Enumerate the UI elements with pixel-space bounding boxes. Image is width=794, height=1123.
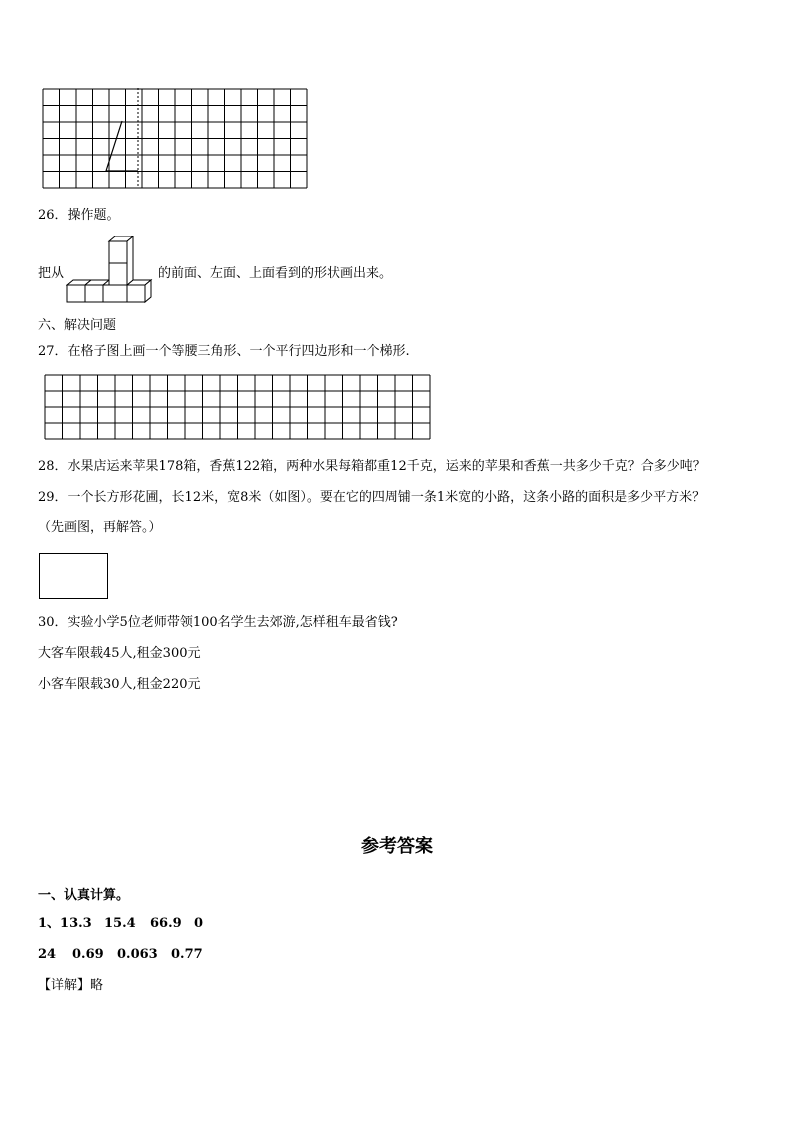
drawing-grid [44, 374, 436, 442]
question-30-text: 30．实验小学5位老师带领100名学生去郊游,怎样租车最省钱? [38, 615, 398, 630]
answers-heading: 参考答案 [361, 836, 433, 857]
half-triangle [106, 121, 138, 171]
answer-value: 24 [38, 947, 57, 962]
cube-stack-figure [66, 236, 158, 306]
answer-value: 0.063 [117, 947, 158, 962]
symmetry-grid [42, 88, 312, 190]
answer-value: 0.77 [171, 947, 203, 962]
answer-value: 0.69 [72, 947, 104, 962]
question-27-text: 27．在格子图上画一个等腰三角形、一个平行四边形和一个梯形. [38, 344, 410, 359]
answer-row-1-label: 1、 [38, 916, 61, 931]
answer-row-1 [38, 916, 92, 932]
garden-rectangle [39, 553, 108, 599]
large-bus-info: 大客车限载45人,租金300元 [38, 646, 201, 661]
answer-value: 0 [194, 916, 204, 931]
answer-value: 66.9 [150, 916, 182, 931]
question-29-note: （先画图，再解答。） [38, 520, 162, 535]
question-28-text: 28．水果店运来苹果178箱，香蕉122箱，两种水果每箱都重12千克，运来的苹果和香蕉一共多少千克？合多少吨？ [38, 459, 706, 474]
small-bus-info: 小客车限载30人,租金220元 [38, 677, 201, 692]
question-26-suffix: 的前面、左面、上面看到的形状画出来。 [158, 266, 393, 281]
question-29-text: 29．一个长方形花圃，长12米，宽8米（如图）。要在它的四周铺一条1米宽的小路，这条小路的面积是多少平方米？ [38, 490, 706, 505]
answer-value: 13.3 [60, 916, 92, 931]
question-26-prefix: 把从 [38, 266, 65, 281]
answer-detail: 【详解】略 [38, 978, 104, 993]
answer-value: 15.4 [104, 916, 136, 931]
answers-section-1: 一、认真计算。 [38, 888, 130, 903]
section-6-title: 六、解决问题 [38, 318, 117, 333]
question-26-title: 26．操作题。 [38, 208, 120, 223]
